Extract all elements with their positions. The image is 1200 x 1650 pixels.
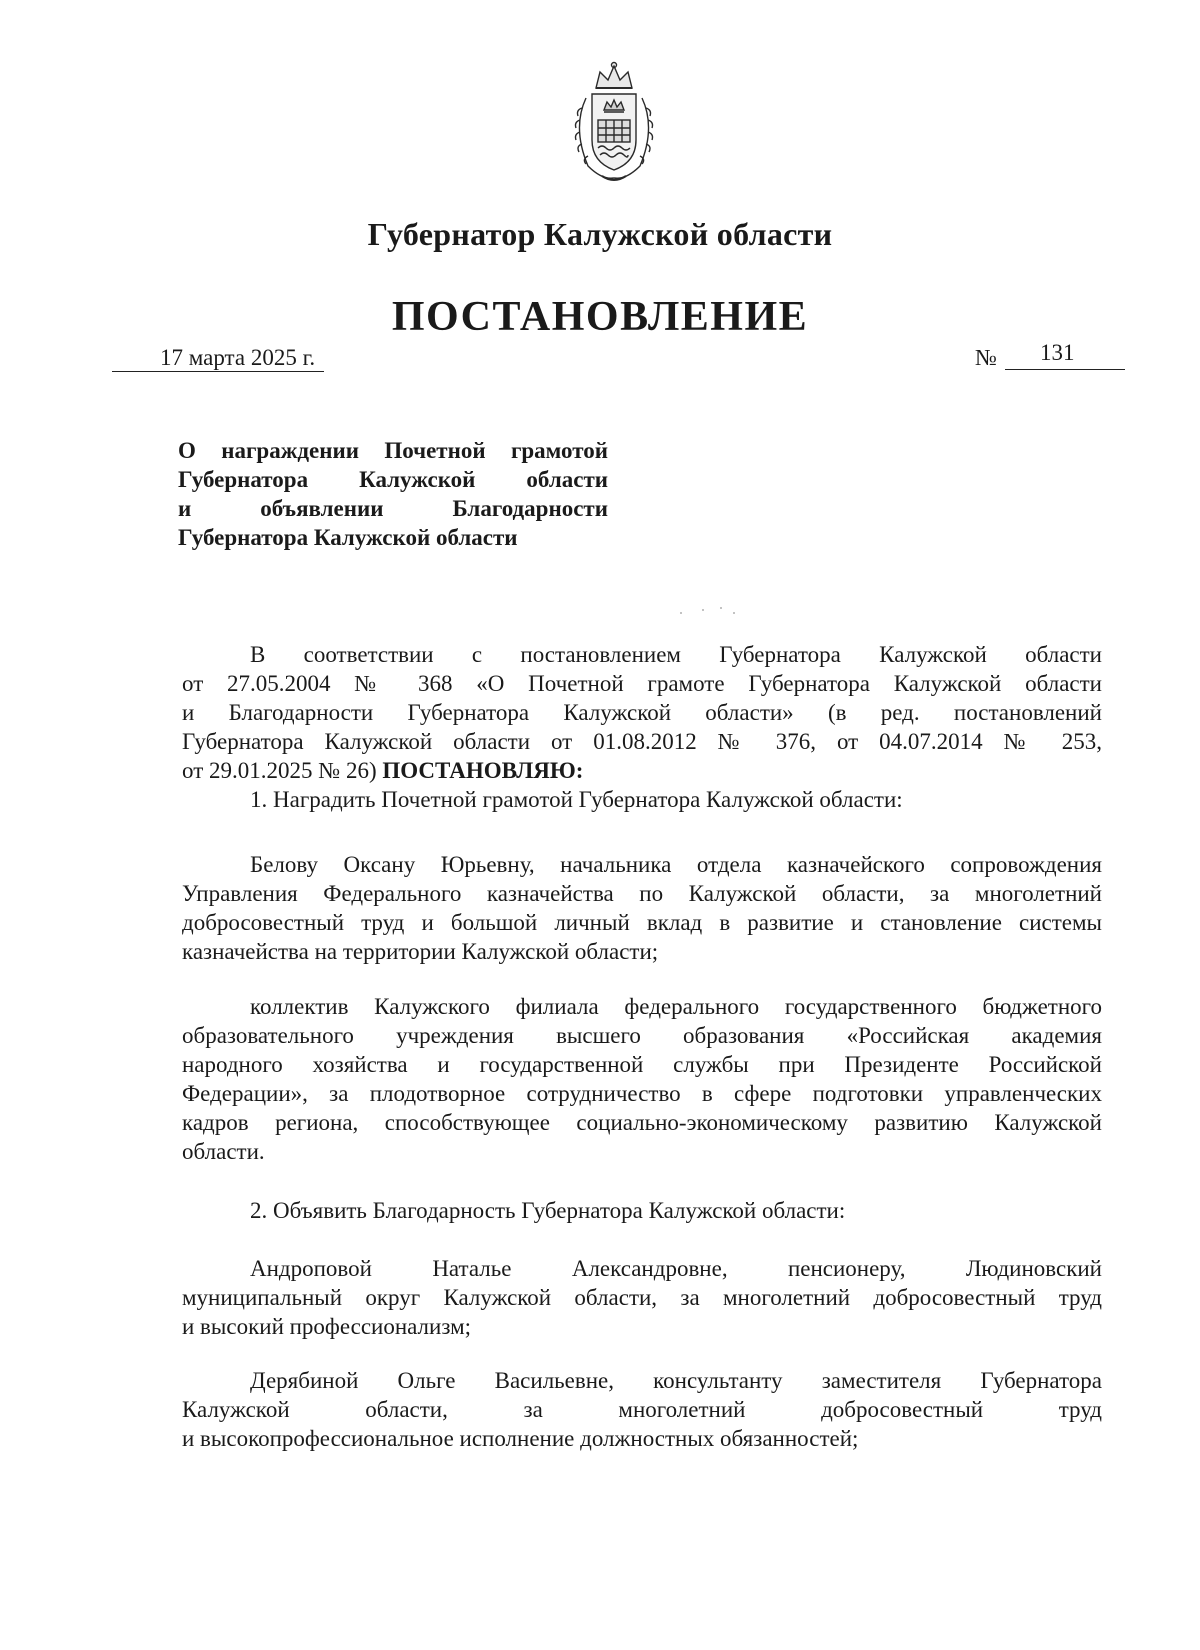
document-date: 17 марта 2025 г. (160, 345, 316, 370)
subject-line: и объявлении Благодарности (178, 496, 608, 521)
preamble-line: от 27.05.2004 № 368 «О Почетной грамоте Губернатора Калужской области (182, 671, 1102, 696)
award-line: Белову Оксану Юрьевну, начальника отдела казначейского сопровождения (250, 852, 1102, 877)
item2-title: 2. Объявить Благодарность Губернатора Калужской области: (250, 1198, 846, 1223)
preamble-paragraph (182, 640, 1102, 814)
award-line: образовательного учреждения высшего образования «Российская академия (182, 1023, 1102, 1048)
thanks-line: Андроповой Наталье Александровне, пенсионеру, Людиновский (250, 1256, 1102, 1281)
subject-line: Губернатора Калужской области (178, 525, 518, 550)
thanks-paragraph (182, 1254, 1102, 1341)
document-type-title: ПОСТАНОВЛЕНИЕ (391, 294, 809, 340)
item1-title: 1. Наградить Почетной грамотой Губернатора Калужской области: (250, 787, 903, 812)
award-paragraph (182, 850, 1102, 966)
thanks-line: и высокопрофессиональное исполнение должностных обязанностей; (182, 1426, 859, 1451)
award-line: добросовестный труд и большой личный вклад в развитие и становление системы (182, 910, 1102, 935)
award-line: Федерации», за плодотворное сотрудничество в сфере подготовки управленческих (182, 1081, 1102, 1106)
coat-of-arms-emblem (558, 58, 670, 186)
thanks-line: муниципальный округ Калужской области, за многолетний добросовестный труд (182, 1285, 1102, 1310)
document-subject (178, 436, 608, 552)
preamble-line-start: от 29.01.2025 № 26) (182, 758, 377, 783)
scan-speck (680, 612, 682, 614)
thanks-line: Калужской области, за многолетний добросовестный труд (182, 1397, 1102, 1422)
thanks-line: и высокий профессионализм; (182, 1314, 472, 1339)
preamble-line: и Благодарности Губернатора Калужской области» (в ред. постановлений (182, 700, 1102, 725)
scan-speck (733, 612, 735, 614)
award-line: коллектив Калужского филиала федерального государственного бюджетного (250, 994, 1102, 1019)
thanks-paragraph (182, 1366, 1102, 1453)
award-paragraph (182, 992, 1102, 1166)
decree-word: ПОСТАНОВЛЯЮ: (382, 758, 584, 783)
number-sign: № (975, 345, 997, 370)
award-line: Управления Федерального казначейства по Калужской области, за многолетний (182, 881, 1102, 906)
scan-speck (720, 607, 722, 609)
preamble-line: В соответствии с постановлением Губернатора Калужской области (250, 642, 1102, 667)
award-line: казначейства на территории Калужской области; (182, 939, 659, 964)
thanks-line: Дерябиной Ольге Васильевне, консультанту заместителя Губернатора (250, 1368, 1102, 1393)
issuing-authority: Губернатор Калужской области (367, 216, 833, 252)
preamble-line (182, 756, 1102, 785)
award-line: народного хозяйства и государственной службы при Президенте Российской (182, 1052, 1102, 1077)
scan-speck (702, 609, 704, 611)
document-number: 131 (1040, 340, 1075, 365)
award-line: кадров региона, способствующее социально-экономическому развитию Калужской (182, 1110, 1102, 1135)
preamble-line: Губернатора Калужской области от 01.08.2012 № 376, от 04.07.2014 № 253, (182, 729, 1102, 754)
award-line: области. (182, 1139, 265, 1164)
subject-line: О награждении Почетной грамотой (178, 438, 608, 463)
item2-block (182, 1196, 1102, 1225)
subject-line: Губернатора Калужской области (178, 467, 608, 492)
